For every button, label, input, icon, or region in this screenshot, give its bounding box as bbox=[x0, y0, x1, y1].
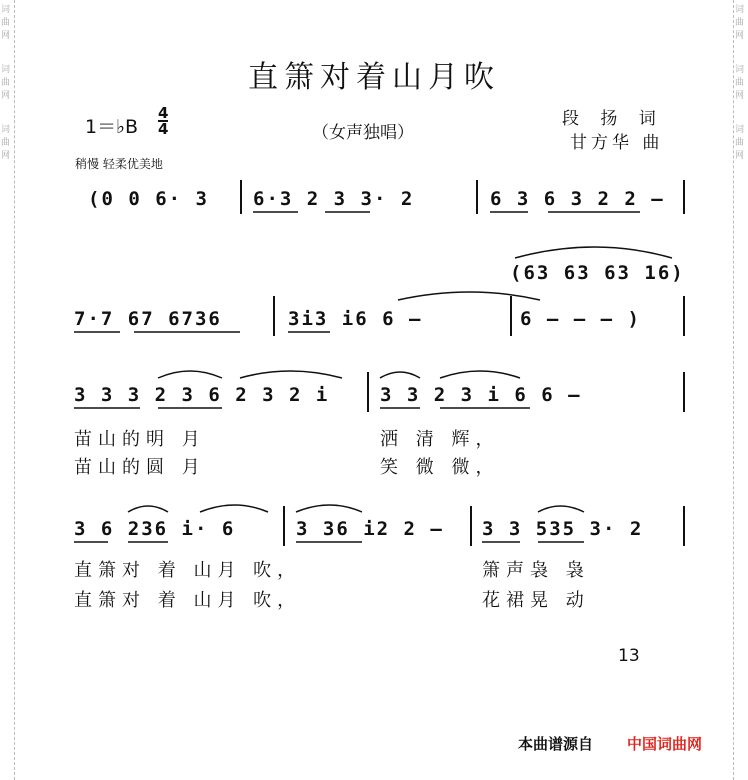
site-name-link[interactable]: 中国词曲网 bbox=[627, 735, 703, 753]
tempo-marking: 稍慢 轻柔优美地 bbox=[75, 157, 163, 171]
lyricist-credit: 段 扬 词 bbox=[562, 109, 664, 129]
interlude-notation: (63 63 63 16) bbox=[510, 262, 685, 284]
slur-arc bbox=[440, 371, 520, 378]
lyric-line: 箫声袅 袅 bbox=[482, 560, 590, 581]
slur-arc bbox=[158, 371, 222, 378]
source-label: 本曲谱源自 bbox=[518, 735, 594, 753]
slur-arc bbox=[380, 372, 420, 378]
notation-measure: 7·7 67 6736 bbox=[74, 308, 222, 330]
watermark-text: 词曲网 bbox=[735, 125, 745, 161]
notation-measure: 6 3 6 3 2 2 — bbox=[490, 188, 665, 210]
composer-credit: 甘方华 曲 bbox=[570, 133, 664, 153]
slur-arc bbox=[398, 292, 540, 300]
notation-measure: (0 0 6· 3 bbox=[88, 188, 209, 210]
slur-arc bbox=[240, 371, 342, 378]
lyric-line-alt: 苗山的圆 月 bbox=[74, 457, 206, 478]
watermark-text: 词曲网 bbox=[735, 65, 745, 101]
page-number: 13 bbox=[618, 646, 640, 666]
slur-arc bbox=[515, 247, 672, 258]
slur-arc bbox=[296, 505, 362, 512]
notation-measure: 3i3 i6 6 — bbox=[288, 308, 423, 330]
notation-measure: 3 3 3 2 3 6 2 3 2 i bbox=[74, 384, 330, 406]
lyric-line: 洒 清 辉， bbox=[380, 429, 500, 450]
performance-subtitle: （女声独唱） bbox=[312, 123, 414, 143]
lyric-line-alt: 直箫对 着 山月 吹， bbox=[74, 590, 302, 611]
notation-measure: 6·3 2 3 3· 2 bbox=[253, 188, 415, 210]
lyric-line: 直箫对 着 山月 吹， bbox=[74, 560, 302, 581]
notation-measure: 3 6 236 i· 6 bbox=[74, 518, 236, 540]
lyric-line-alt: 花裙晃 动 bbox=[482, 590, 590, 611]
watermark-text: 词曲网 bbox=[1, 65, 11, 101]
lyric-line-alt: 笑 微 微， bbox=[380, 457, 500, 478]
notation-measure: 3 3 535 3· 2 bbox=[482, 518, 644, 540]
meter-bottom: 4 bbox=[158, 120, 169, 138]
watermark-text: 词曲网 bbox=[735, 5, 745, 41]
notation-measure: 3 3 2 3 i 6 6 — bbox=[380, 384, 582, 406]
watermark-text: 词曲网 bbox=[1, 5, 11, 41]
song-title: 直箫对着山月吹 bbox=[248, 60, 500, 95]
slur-arc bbox=[128, 506, 168, 512]
slur-arc bbox=[538, 506, 584, 512]
watermark-text: 词曲网 bbox=[1, 125, 11, 161]
key-signature: 1＝♭B bbox=[85, 116, 139, 138]
slur-arc bbox=[200, 505, 268, 512]
meter-top: 4 bbox=[158, 104, 169, 122]
notation-measure: 6 — — — ) bbox=[520, 308, 641, 330]
notation-measure: 3 36 i2 2 — bbox=[296, 518, 444, 540]
lyric-line: 苗山的明 月 bbox=[74, 429, 206, 450]
